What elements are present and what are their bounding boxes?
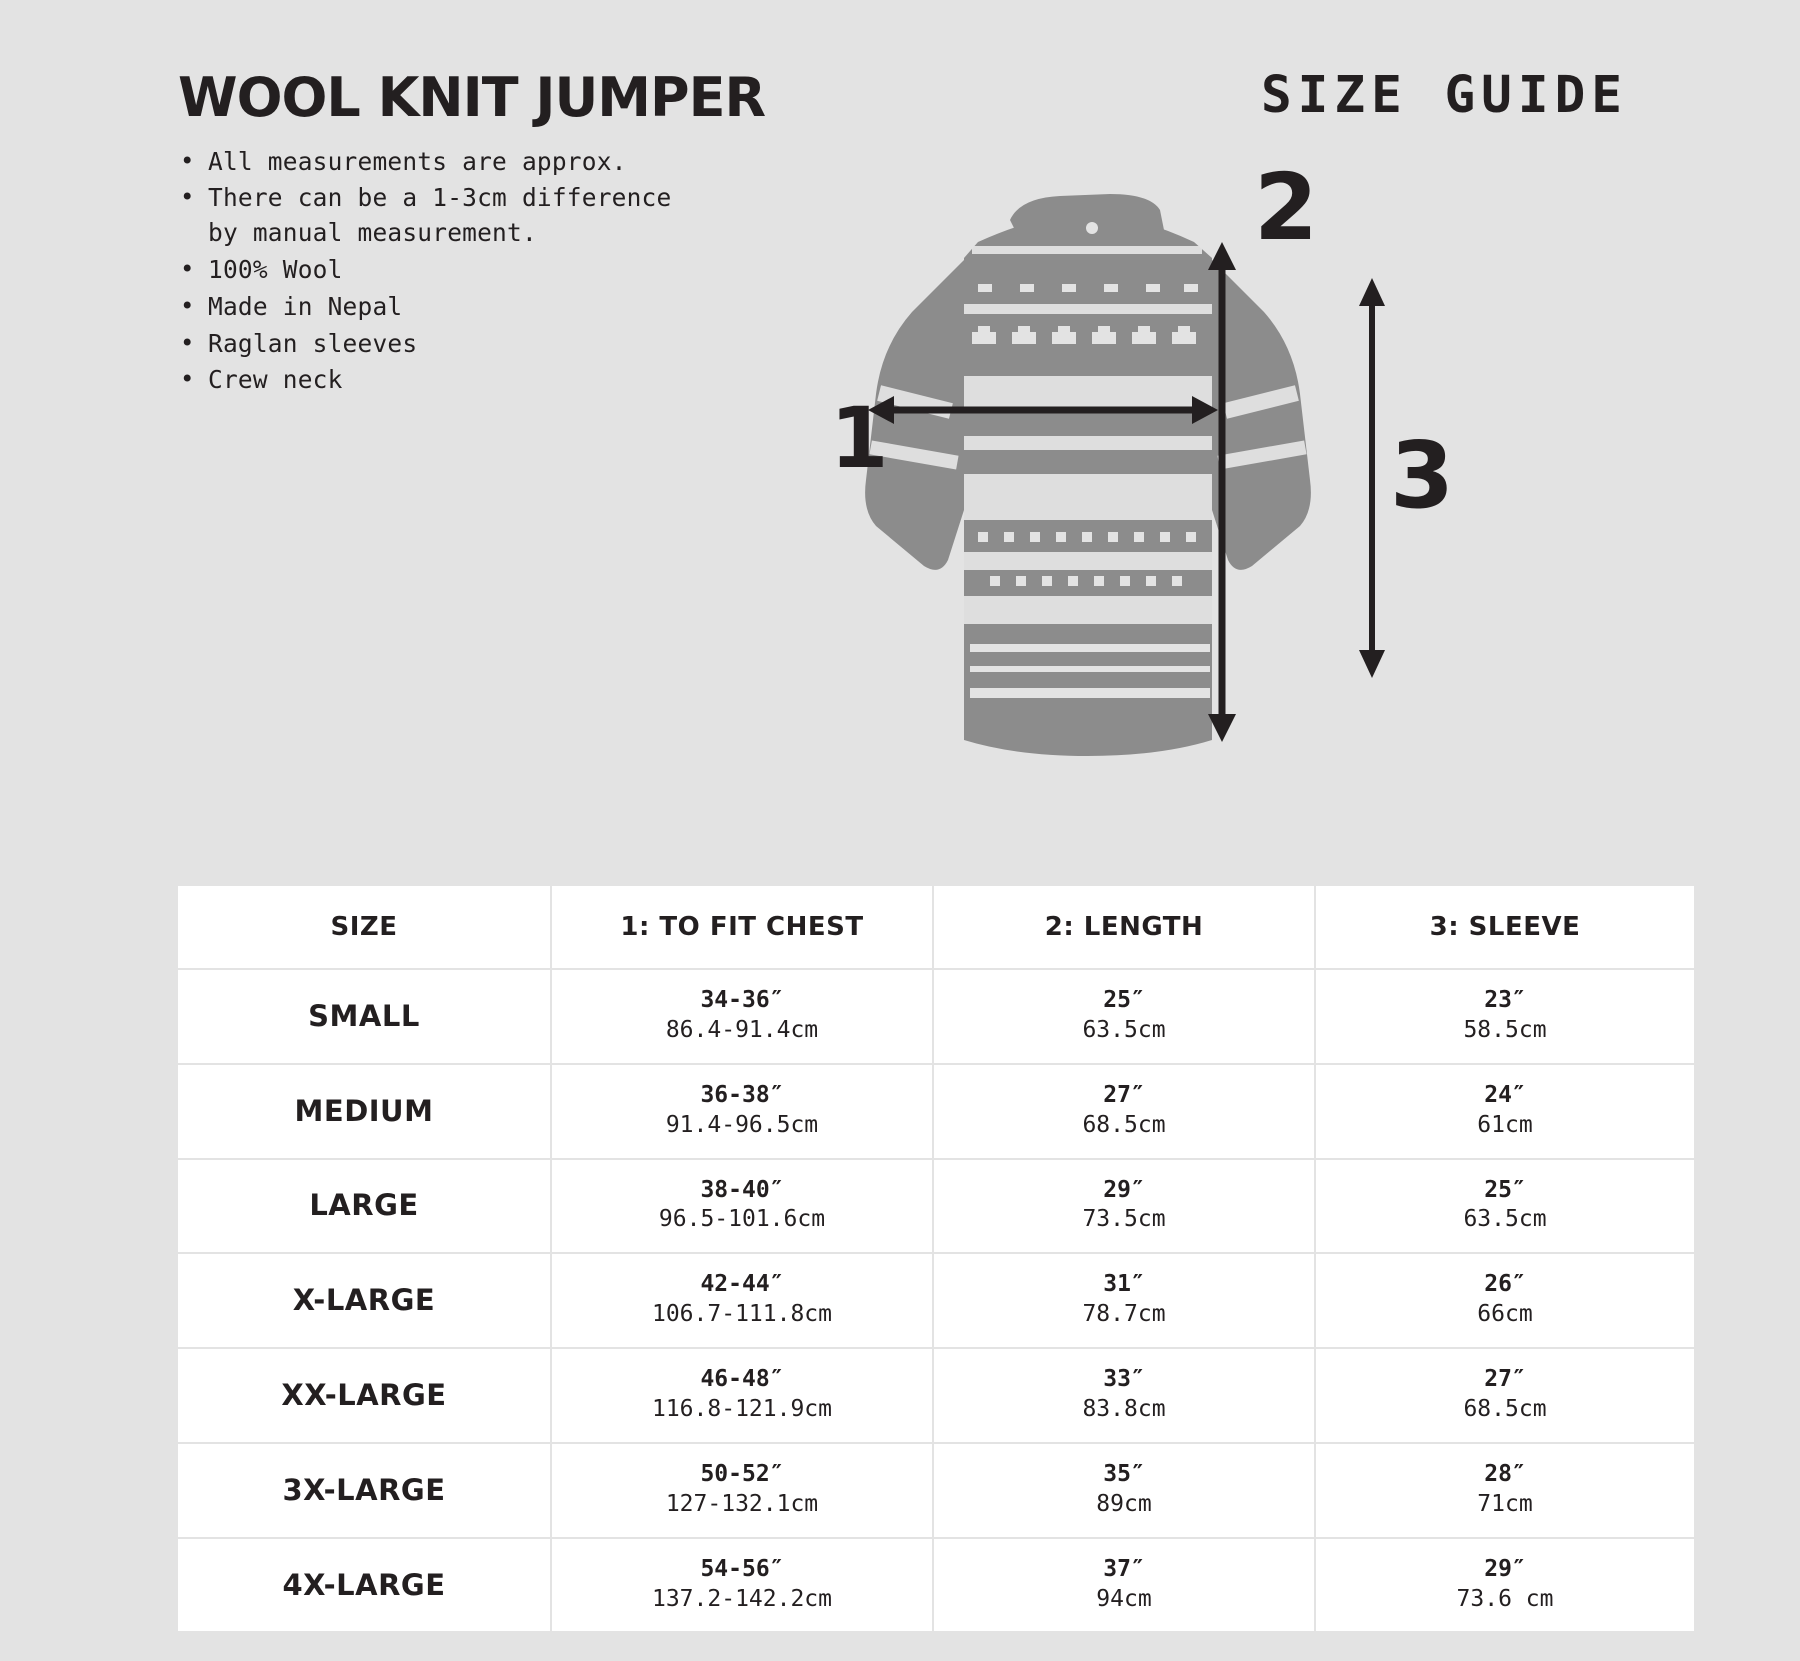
table-header-row	[177, 885, 1695, 969]
cell-length	[933, 1443, 1315, 1538]
chest-inches: 50-52″	[700, 1460, 784, 1487]
sleeve-inches: 25″	[1484, 1176, 1526, 1203]
length-inches: 27″	[1103, 1081, 1145, 1108]
cell-size: MEDIUM	[177, 1064, 551, 1159]
length-cm: 78.7cm	[1082, 1301, 1166, 1328]
chest-inches: 42-44″	[700, 1271, 784, 1298]
cell-chest	[551, 1443, 933, 1538]
sleeve-inches: 29″	[1484, 1555, 1526, 1582]
cell-size: SMALL	[177, 969, 551, 1064]
chest-inches: 38-40″	[700, 1176, 784, 1203]
jumper-illustration	[830, 154, 1480, 790]
cell-length	[933, 969, 1315, 1064]
length-cm: 94cm	[1096, 1585, 1152, 1612]
table-row	[177, 1253, 1695, 1348]
cell-size: 3X-LARGE	[177, 1443, 551, 1538]
jumper-diagram-icon	[860, 180, 1480, 790]
sleeve-cm: 63.5cm	[1463, 1206, 1547, 1233]
table-row	[177, 1443, 1695, 1538]
sleeve-inches: 24″	[1484, 1081, 1526, 1108]
cell-size: 4X-LARGE	[177, 1538, 551, 1633]
length-cm: 68.5cm	[1082, 1111, 1166, 1138]
cell-chest	[551, 1348, 933, 1443]
chest-cm: 86.4-91.4cm	[665, 1016, 819, 1043]
table-body	[177, 969, 1695, 1632]
list-item	[178, 181, 938, 251]
sleeve-cm: 61cm	[1477, 1111, 1533, 1138]
table-row	[177, 1064, 1695, 1159]
marker-2-label: 2	[1254, 154, 1319, 261]
cell-chest	[551, 1064, 933, 1159]
product-bullet-list	[178, 145, 938, 398]
sleeve-inches: 28″	[1484, 1460, 1526, 1487]
chest-cm: 116.8-121.9cm	[651, 1396, 832, 1423]
chest-cm: 106.7-111.8cm	[651, 1301, 832, 1328]
column-header-sleeve: 3: SLEEVE	[1315, 885, 1695, 969]
table-row	[177, 1159, 1695, 1254]
marker-1-label: 1	[830, 389, 889, 487]
sleeve-cm: 73.6 cm	[1456, 1585, 1554, 1612]
length-cm: 89cm	[1096, 1490, 1152, 1517]
column-header-chest: 1: TO FIT CHEST	[551, 885, 933, 969]
cell-length	[933, 1348, 1315, 1443]
table-row	[177, 1348, 1695, 1443]
chest-inches: 36-38″	[700, 1081, 784, 1108]
cell-sleeve	[1315, 969, 1695, 1064]
sleeve-cm: 71cm	[1477, 1490, 1533, 1517]
cell-sleeve	[1315, 1253, 1695, 1348]
list-item: • Raglan sleeves	[178, 327, 938, 362]
chest-inches: 46-48″	[700, 1366, 784, 1393]
sleeve-cm: 58.5cm	[1463, 1016, 1547, 1043]
cell-sleeve	[1315, 1348, 1695, 1443]
chest-cm: 127-132.1cm	[665, 1490, 819, 1517]
cell-size: LARGE	[177, 1159, 551, 1254]
list-item-line2: by manual measurement.	[208, 218, 537, 248]
cell-length	[933, 1538, 1315, 1633]
cell-size: XX-LARGE	[177, 1348, 551, 1443]
chest-inches: 34-36″	[700, 987, 784, 1013]
size-guide-heading: SIZE GUIDE	[1260, 66, 1628, 125]
length-cm: 73.5cm	[1082, 1206, 1166, 1233]
list-item: • Made in Nepal	[178, 290, 938, 325]
product-info	[178, 66, 938, 400]
sleeve-inches: 27″	[1484, 1366, 1526, 1393]
column-header-length: 2: LENGTH	[933, 885, 1315, 969]
cell-sleeve	[1315, 1159, 1695, 1254]
cell-chest	[551, 1253, 933, 1348]
chest-cm: 137.2-142.2cm	[651, 1585, 832, 1612]
length-inches: 25″	[1103, 987, 1145, 1013]
size-chart-table	[176, 884, 1696, 1633]
length-inches: 37″	[1103, 1555, 1145, 1582]
table-header	[177, 885, 1695, 969]
sleeve-cm: 68.5cm	[1463, 1396, 1547, 1423]
sleeve-cm: 66cm	[1477, 1301, 1533, 1328]
column-header-size: SIZE	[177, 885, 551, 969]
page-title: WOOL KNIT JUMPER	[178, 66, 766, 129]
cell-chest	[551, 1159, 933, 1254]
list-item: • Crew neck	[178, 363, 938, 398]
cell-sleeve	[1315, 1538, 1695, 1633]
cell-sleeve	[1315, 1443, 1695, 1538]
table-row	[177, 969, 1695, 1064]
chest-cm: 91.4-96.5cm	[665, 1111, 819, 1138]
list-item: • All measurements are approx.	[178, 145, 938, 180]
chest-inches: 54-56″	[700, 1555, 784, 1582]
length-cm: 83.8cm	[1082, 1396, 1166, 1423]
length-inches: 33″	[1103, 1366, 1145, 1393]
cell-size: X-LARGE	[177, 1253, 551, 1348]
chest-cm: 96.5-101.6cm	[658, 1206, 826, 1233]
cell-chest	[551, 1538, 933, 1633]
length-inches: 31″	[1103, 1271, 1145, 1298]
sleeve-inches: 26″	[1484, 1271, 1526, 1298]
cell-length	[933, 1159, 1315, 1254]
length-inches: 35″	[1103, 1460, 1145, 1487]
length-cm: 63.5cm	[1082, 1016, 1166, 1043]
list-item-line1: There can be a 1-3cm difference	[208, 183, 672, 213]
length-inches: 29″	[1103, 1176, 1145, 1203]
cell-sleeve	[1315, 1064, 1695, 1159]
cell-length	[933, 1064, 1315, 1159]
cell-chest	[551, 969, 933, 1064]
sleeve-inches: 23″	[1484, 987, 1526, 1013]
list-item: • 100% Wool	[178, 253, 938, 288]
cell-length	[933, 1253, 1315, 1348]
table-row	[177, 1538, 1695, 1633]
marker-3-label: 3	[1390, 422, 1455, 529]
